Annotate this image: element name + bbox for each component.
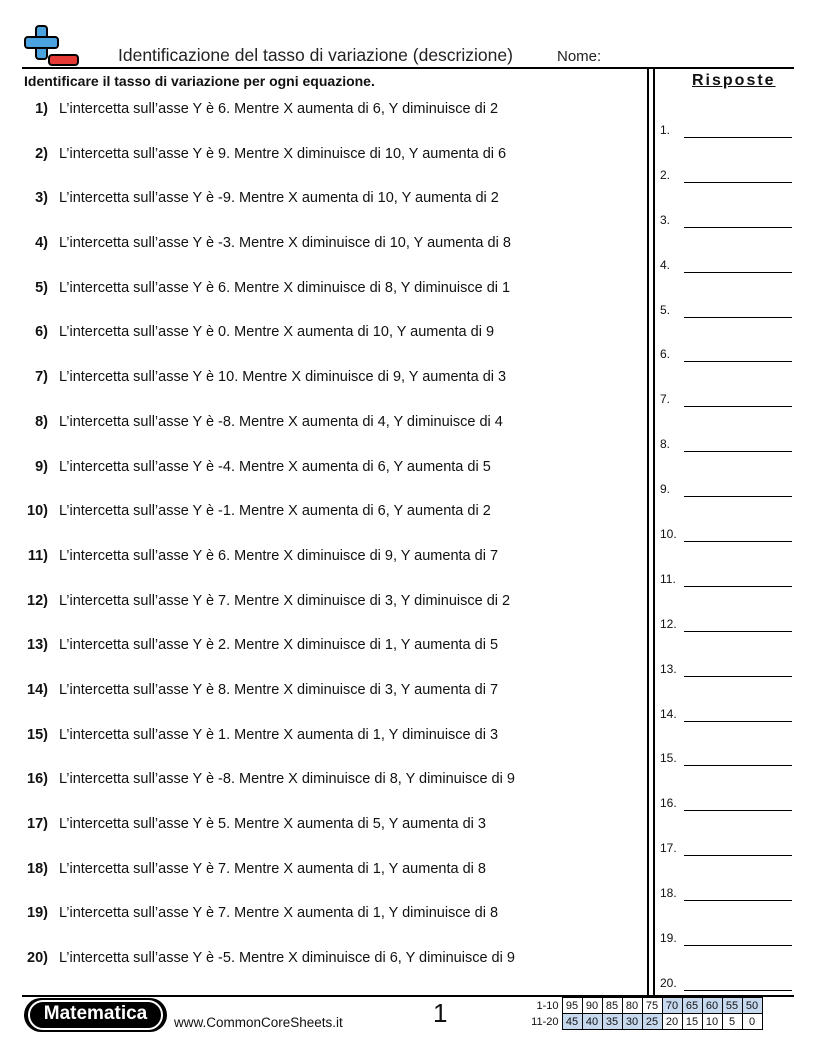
score-cell: 0 <box>742 1014 762 1030</box>
answer-blank[interactable] <box>684 496 792 497</box>
problem-text: L’intercetta sull’asse Y è -4. Mentre X aumenta di 6, Y aumenta di 5 <box>59 458 491 475</box>
answer-blank[interactable] <box>684 137 792 138</box>
answer-blank[interactable] <box>684 182 792 183</box>
problem-number: 17) <box>27 816 48 832</box>
answer-number: 7. <box>660 392 671 407</box>
answer-row <box>660 929 796 974</box>
problem-text: L’intercetta sull’asse Y è 7. Mentre X diminuisce di 3, Y diminuisce di 2 <box>59 592 511 609</box>
problem-item <box>0 590 640 635</box>
answer-blank[interactable] <box>684 945 792 946</box>
answer-blank[interactable] <box>684 451 792 452</box>
answer-blank[interactable] <box>684 586 792 587</box>
problem-text: L’intercetta sull’asse Y è -3. Mentre X diminuisce di 10, Y aumenta di 8 <box>59 235 511 252</box>
plus-minus-logo-icon <box>22 24 80 68</box>
problem-item <box>0 366 640 411</box>
problem-item <box>0 902 640 947</box>
problem-item <box>0 187 640 232</box>
problem-text: L’intercetta sull’asse Y è -8. Mentre X diminuisce di 8, Y diminuisce di 9 <box>59 771 515 788</box>
problem-item <box>0 858 640 903</box>
answer-number: 10. <box>660 527 677 542</box>
problem-item <box>0 500 640 545</box>
answer-list <box>660 121 796 1019</box>
score-cell: 95 <box>562 998 582 1014</box>
score-cell: 50 <box>742 998 762 1014</box>
answer-number: 4. <box>660 257 671 272</box>
problem-number: 8) <box>35 413 48 430</box>
answer-row <box>660 749 796 794</box>
answer-row <box>660 301 796 346</box>
score-cell: 70 <box>662 998 682 1014</box>
score-cell: 65 <box>682 998 702 1014</box>
problem-text: L’intercetta sull’asse Y è 7. Mentre X aumenta di 1, Y aumenta di 8 <box>59 860 486 877</box>
problem-text: L’intercetta sull’asse Y è 5. Mentre X aumenta di 5, Y aumenta di 3 <box>59 816 486 832</box>
answer-blank[interactable] <box>684 272 792 273</box>
problem-item <box>0 321 640 366</box>
score-cell: 35 <box>602 1014 622 1030</box>
answer-column-divider <box>647 68 649 996</box>
problem-text: L’intercetta sull’asse Y è 6. Mentre X diminuisce di 8, Y diminuisce di 1 <box>59 279 511 296</box>
answer-number: 20. <box>660 975 677 990</box>
answer-blank[interactable] <box>684 317 792 318</box>
answer-number: 6. <box>660 347 671 362</box>
score-cell: 25 <box>642 1014 662 1030</box>
answer-row <box>660 211 796 256</box>
problem-text: L’intercetta sull’asse Y è 7. Mentre X aumenta di 1, Y diminuisce di 8 <box>59 905 499 922</box>
answer-row <box>660 794 796 839</box>
page-number: 1 <box>433 998 448 1028</box>
score-row <box>526 998 762 1014</box>
problem-text: L’intercetta sull’asse Y è 2. Mentre X diminuisce di 1, Y aumenta di 5 <box>59 637 499 654</box>
answer-number: 19. <box>660 931 677 946</box>
problem-item <box>0 724 640 769</box>
answer-row <box>660 345 796 390</box>
site-url: www.CommonCoreSheets.it <box>174 1015 343 1030</box>
answer-column-divider <box>653 68 655 996</box>
header-divider <box>22 67 794 69</box>
answer-number: 1. <box>660 123 671 137</box>
answers-heading: Risposte <box>692 72 776 89</box>
answer-blank[interactable] <box>684 676 792 677</box>
problem-text: L’intercetta sull’asse Y è 10. Mentre X diminuisce di 9, Y aumenta di 3 <box>59 369 507 386</box>
problem-item <box>0 411 640 456</box>
answer-number: 5. <box>660 302 671 317</box>
brand-badge: Matematica <box>24 998 167 1032</box>
answer-blank[interactable] <box>684 900 792 901</box>
problem-text: L’intercetta sull’asse Y è 1. Mentre X aumenta di 1, Y diminuisce di 3 <box>59 726 499 743</box>
answer-number: 11. <box>660 571 676 586</box>
answer-blank[interactable] <box>684 810 792 811</box>
answer-number: 17. <box>660 841 677 856</box>
answer-row <box>660 525 796 570</box>
answer-row <box>660 615 796 660</box>
answer-blank[interactable] <box>684 227 792 228</box>
answer-row <box>660 390 796 435</box>
score-cell: 55 <box>722 998 742 1014</box>
score-row-label: 1-10 <box>536 999 559 1012</box>
answer-blank[interactable] <box>684 721 792 722</box>
problem-item <box>0 545 640 590</box>
answer-number: 2. <box>660 167 671 182</box>
problem-number: 16) <box>27 771 48 788</box>
answer-row <box>660 166 796 211</box>
instructions: Identificare il tasso di variazione per ogni equazione. <box>24 73 375 89</box>
score-cell: 20 <box>662 1014 682 1030</box>
score-row-label: 11-20 <box>531 1015 559 1028</box>
answer-number: 13. <box>660 661 677 676</box>
score-cell: 80 <box>622 998 642 1014</box>
answer-number: 8. <box>660 437 671 452</box>
answer-row <box>660 705 796 750</box>
problem-item <box>0 456 640 501</box>
problem-text: L’intercetta sull’asse Y è -1. Mentre X aumenta di 6, Y aumenta di 2 <box>59 503 491 520</box>
problem-number: 4) <box>35 235 48 252</box>
score-cell: 5 <box>722 1014 742 1030</box>
worksheet-title: Identificazione del tasso di variazione (descrizione) <box>118 45 513 65</box>
answer-number: 9. <box>660 482 671 497</box>
problem-text: L’intercetta sull’asse Y è -8. Mentre X aumenta di 4, Y diminuisce di 4 <box>59 413 503 430</box>
problem-text: L’intercetta sull’asse Y è 6. Mentre X aumenta di 6, Y diminuisce di 2 <box>59 101 499 117</box>
problem-item <box>0 813 640 858</box>
problem-text: L’intercetta sull’asse Y è 8. Mentre X diminuisce di 3, Y aumenta di 7 <box>59 681 499 698</box>
answer-blank[interactable] <box>684 541 792 542</box>
score-cell: 45 <box>562 1014 582 1030</box>
problem-number: 6) <box>35 324 48 341</box>
score-cell: 30 <box>622 1014 642 1030</box>
answer-row <box>660 839 796 884</box>
problem-item <box>0 634 640 679</box>
problem-number: 20) <box>27 950 48 967</box>
problem-number: 1) <box>35 101 48 117</box>
problem-list <box>0 98 640 992</box>
answer-number: 12. <box>660 616 677 631</box>
score-cell: 60 <box>702 998 722 1014</box>
problem-text: L’intercetta sull’asse Y è -9. Mentre X aumenta di 10, Y aumenta di 2 <box>59 190 499 207</box>
answer-blank[interactable] <box>684 765 792 766</box>
score-cell: 15 <box>682 1014 702 1030</box>
problem-text: L’intercetta sull’asse Y è 9. Mentre X diminuisce di 10, Y aumenta di 6 <box>59 145 507 162</box>
answer-row <box>660 435 796 480</box>
answer-blank[interactable] <box>684 990 792 991</box>
score-cell: 75 <box>642 998 662 1014</box>
problem-item <box>0 768 640 813</box>
answer-row <box>660 480 796 525</box>
brand-badge-border <box>28 1000 163 1030</box>
problem-item <box>0 143 640 188</box>
problem-text: L’intercetta sull’asse Y è -5. Mentre X diminuisce di 6, Y diminuisce di 9 <box>59 950 515 967</box>
answer-blank[interactable] <box>684 406 792 407</box>
answer-number: 3. <box>660 212 671 227</box>
answer-blank[interactable] <box>684 631 792 632</box>
answer-number: 18. <box>660 886 677 901</box>
problem-number: 15) <box>27 726 48 743</box>
name-label: Nome: <box>557 48 602 65</box>
score-cell: 85 <box>602 998 622 1014</box>
problem-item <box>0 98 640 143</box>
problem-number: 19) <box>27 905 48 922</box>
answer-row <box>660 121 796 166</box>
answer-number: 16. <box>660 796 677 811</box>
problem-number: 18) <box>27 860 48 877</box>
problem-item <box>0 679 640 724</box>
problem-number: 13) <box>27 637 48 654</box>
score-cell: 40 <box>582 1014 602 1030</box>
answer-row <box>660 256 796 301</box>
answer-row <box>660 570 796 615</box>
problem-number: 5) <box>35 279 48 296</box>
problem-number: 9) <box>35 458 48 475</box>
answer-row <box>660 884 796 929</box>
problem-number: 10) <box>27 503 48 520</box>
problem-number: 2) <box>35 145 48 162</box>
problem-item <box>0 277 640 322</box>
answer-blank[interactable] <box>684 361 792 362</box>
problem-number: 11) <box>27 547 48 564</box>
score-cell: 90 <box>582 998 602 1014</box>
score-table <box>526 997 763 1030</box>
answer-number: 15. <box>660 751 677 766</box>
answer-blank[interactable] <box>684 855 792 856</box>
answer-row <box>660 660 796 705</box>
problem-item <box>0 232 640 277</box>
problem-text: L’intercetta sull’asse Y è 0. Mentre X aumenta di 10, Y aumenta di 9 <box>59 324 495 341</box>
problem-item <box>0 947 640 992</box>
score-row <box>526 1014 762 1030</box>
problem-number: 14) <box>27 681 48 698</box>
score-cell: 10 <box>702 1014 722 1030</box>
problem-number: 12) <box>27 592 48 609</box>
problem-text: L’intercetta sull’asse Y è 6. Mentre X diminuisce di 9, Y aumenta di 7 <box>59 547 499 564</box>
answer-number: 14. <box>660 706 677 721</box>
problem-number: 7) <box>35 369 48 386</box>
problem-number: 3) <box>35 190 48 207</box>
